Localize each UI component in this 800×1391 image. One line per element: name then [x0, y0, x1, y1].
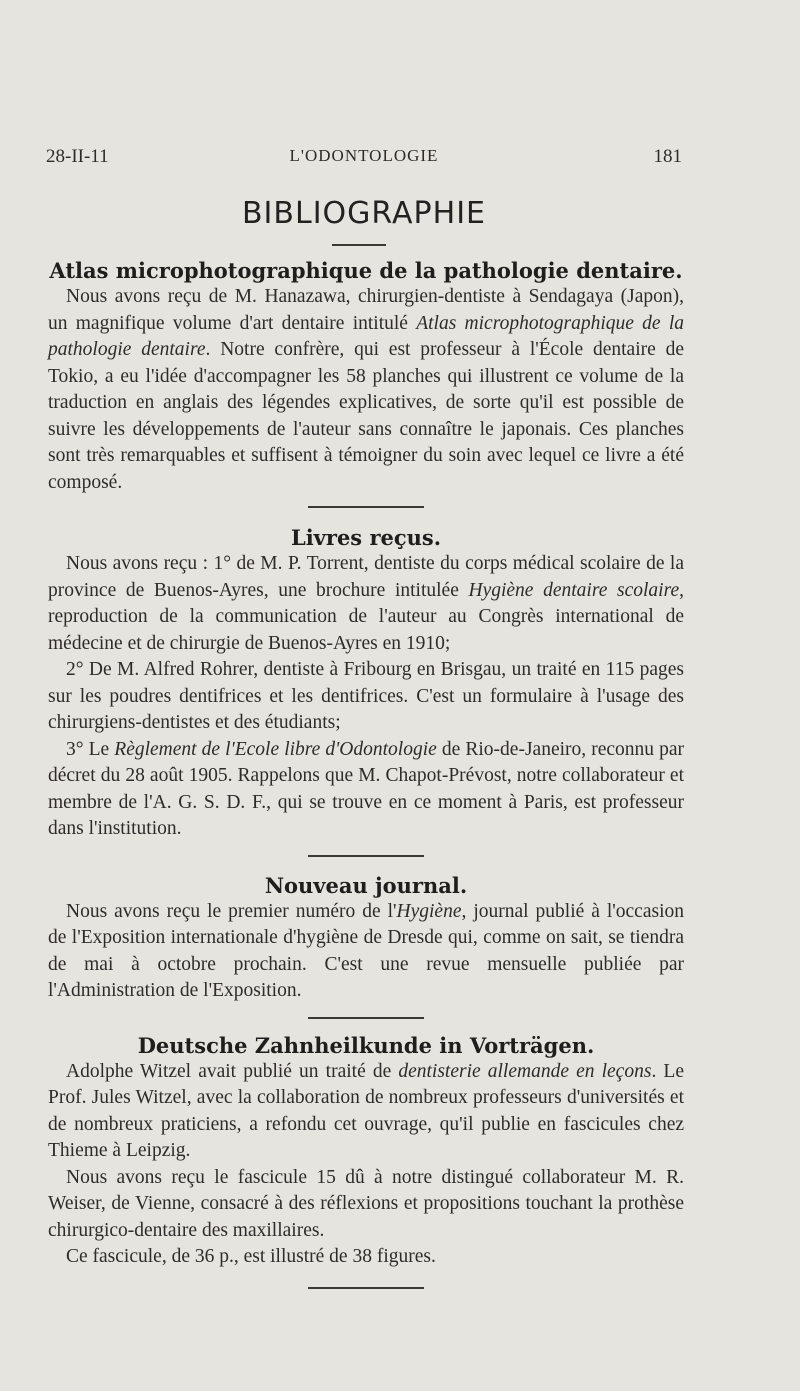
- section-divider: [308, 855, 424, 857]
- section-heading-journal: Nouveau journal.: [264, 872, 468, 898]
- paragraph-deutsche-1: Adolphe Witzel avait publié un traité de dentisterie allemande en leçons. Le Prof. Jules Witzel, avec la collaboration de nombreux professeurs d'universités et de nombreux praticiens, a refondu cet ouvrage, qu'il publie en fascicules chez Thieme à Leipzig.: [48, 1060, 684, 1161]
- paragraph-deutsche-3: Ce fascicule, de 36 p., est illustré de 38 figures.: [66, 1246, 436, 1267]
- journal-name: L'ODONTOLOGIE: [289, 146, 439, 165]
- article-body: [48, 258, 684, 1289]
- section-divider: [308, 506, 424, 508]
- paragraph-atlas: Nous avons reçu de M. Hanazawa, chirurgien-dentiste à Sendagaya (Japon), un magnifique volume d'art dentaire intitulé Atlas microphotographique de la pathologie dentaire. Notre confrère, qui est professeur à l'École dentaire de Tokio, a eu l'idée d'accompagner les 58 planches qui illustrent ce volume de la traduction en anglais des légendes explicatives, de sorte qu'il est possible de suivre les développements de l'auteur sans connaître le japonais. Ces planches sont très remarquables et suffisent à témoigner du soin avec lequel ce livre a été composé.: [48, 286, 684, 493]
- paragraph-livres-2: 2° De M. Alfred Rohrer, dentiste à Fribourg en Brisgau, un traité en 115 pages sur les poudres dentifrices et les dentifrices. C'est un formulaire à l'usage des chirurgiens-dentistes et des étudiants;: [48, 659, 684, 733]
- section-heading-deutsche: Deutsche Zahnheilkunde in Vorträgen.: [137, 1032, 595, 1058]
- title-rule: [332, 244, 386, 246]
- running-head: [46, 146, 682, 176]
- paragraph-livres-1: Nous avons reçu : 1° de M. P. Torrent, dentiste du corps médical scolaire de la province de Buenos-Ayres, une brochure intitulée Hygiène dentaire scolaire, reproduction de la communication de l'auteur au Congrès international de médecine et de chirurgie de Buenos-Ayres en 1910;: [48, 553, 684, 654]
- section-heading-atlas: Atlas microphotographique de la pathologie dentaire.: [49, 258, 683, 283]
- paragraph-livres-3: 3° Le Règlement de l'Ecole libre d'Odontologie de Rio-de-Janeiro, reconnu par décret du 28 août 1905. Rappelons que M. Chapot-Prévost, notre collaborateur et membre de l'A. G. S. D. F., qui se trouve en ce moment à Paris, est professeur dans l'institution.: [48, 738, 684, 839]
- page-number: 181: [653, 146, 682, 167]
- paragraph-journal: Nous avons reçu le premier numéro de l'Hygiène, journal publié à l'occasion de l'Exposition internationale d'hygiène de Dresde qui, comme on sait, se tiendra de mai à octobre prochain. C'est une revue mensuelle publiée par l'Administration de l'Exposition.: [48, 900, 684, 1001]
- paragraph-deutsche-2: Nous avons reçu le fascicule 15 dû à notre distingué collaborateur M. R. Weiser, de Vienne, consacré à des réflexions et propositions touchant la prothèse chirurgico-dentaire des maxillaires.: [48, 1166, 684, 1241]
- end-rule: [308, 1287, 424, 1289]
- issue-date: 28-II-11: [46, 146, 109, 167]
- page-title: BIBLIOGRAPHIE: [241, 196, 487, 231]
- section-heading-livres: Livres reçus.: [290, 525, 442, 550]
- section-divider: [308, 1017, 424, 1019]
